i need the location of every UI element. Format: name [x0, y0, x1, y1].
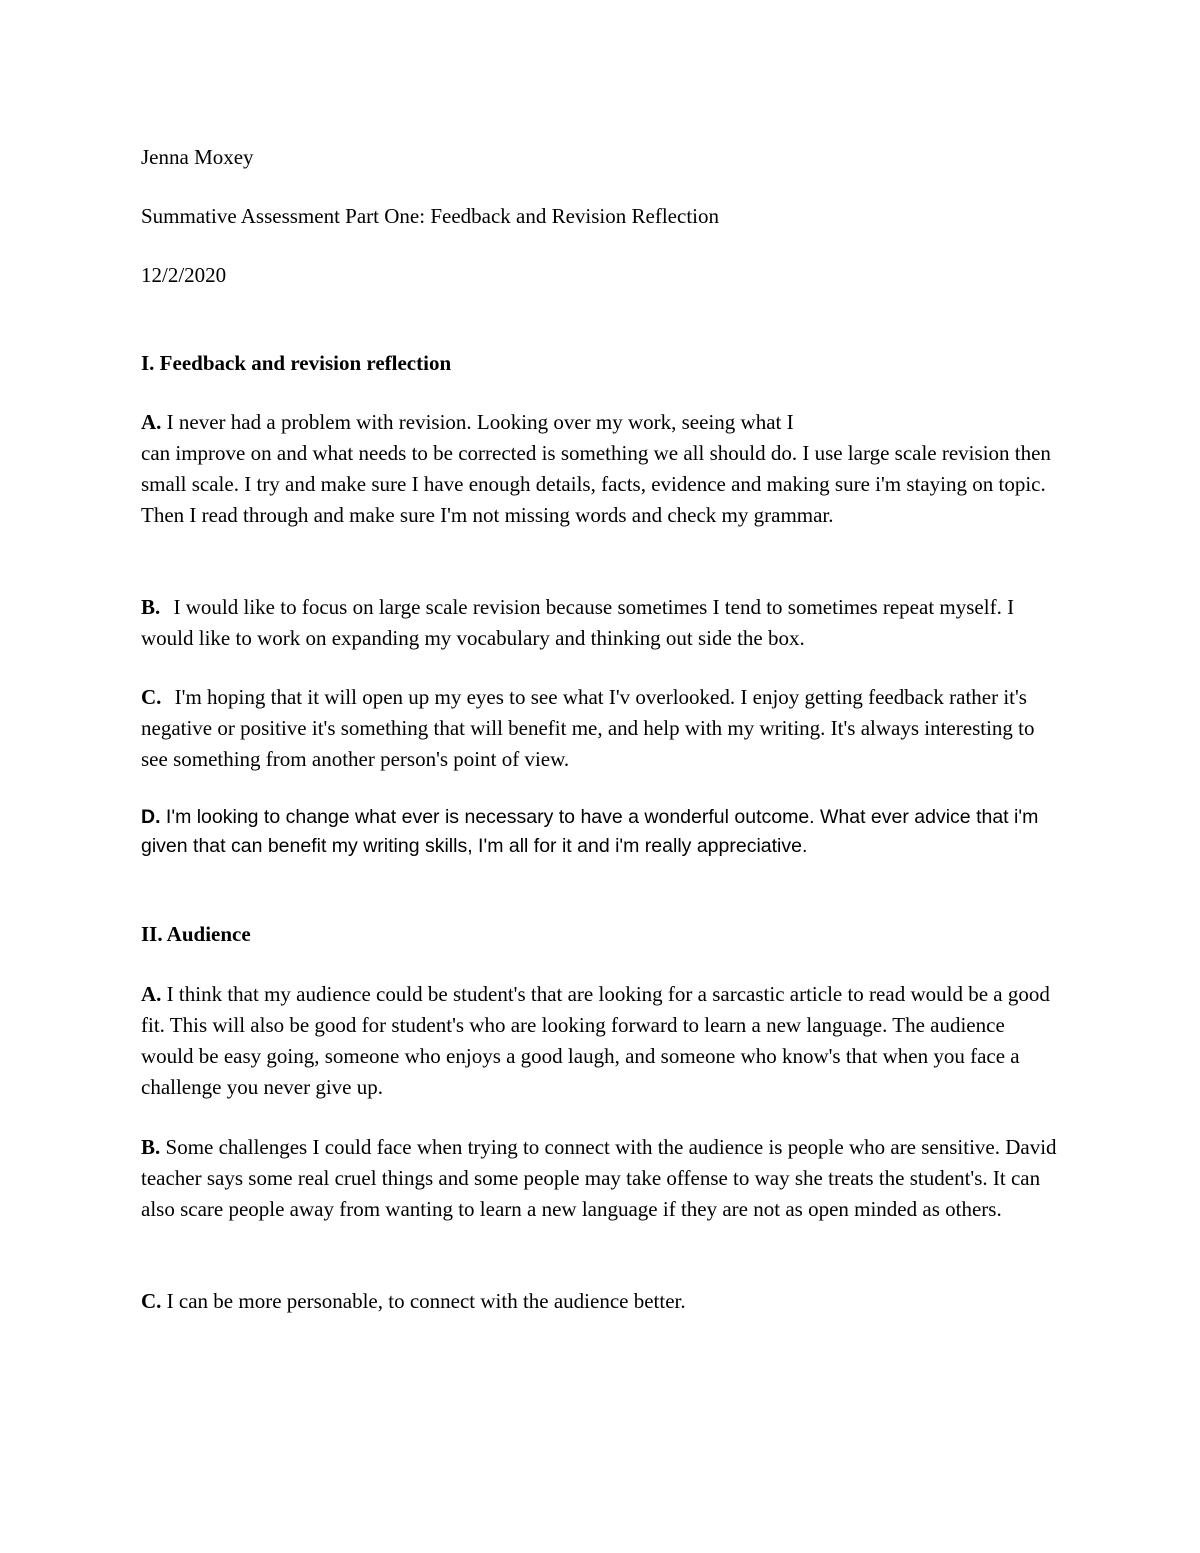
audience-item-c-label: C. [141, 1289, 162, 1313]
author-name: Jenna Moxey [141, 145, 254, 169]
audience-item-a-label: A. [141, 982, 162, 1006]
section-1-item-b [141, 592, 1061, 654]
section-1-item-a [141, 407, 1061, 531]
section-2-item-c [141, 1286, 1061, 1317]
item-a-text-line1: I never had a problem with revision. Looking over my work, seeing what I [166, 410, 794, 434]
section-1-item-c [141, 682, 1061, 775]
item-b-text: I would like to focus on large scale revision because sometimes I tend to sometimes repeat myself. I would like to work on expanding my vocabulary and thinking out side the box. [141, 595, 1015, 650]
item-d-label: D. [141, 806, 161, 828]
item-a-text: can improve on and what needs to be corrected is something we all should do. I use large scale revision then small scale. I try and make sure I have enough details, facts, evidence and making sure i'm staying on topic. Then I read through and make sure I'm not missing words and check my grammar. [141, 441, 1051, 527]
audience-item-a-text: I think that my audience could be student's that are looking for a sarcastic article to read would be a good fit. This will also be good for student's who are looking forward to learn a new language. The audience would be easy going, someone who enjoys a good laugh, and someone who know's that when you face a challenge you never give up. [141, 982, 1050, 1099]
section-2-item-a [141, 979, 1061, 1103]
item-b-label: B. [141, 595, 161, 619]
audience-item-b-label: B. [141, 1135, 161, 1159]
document-date: 12/2/2020 [141, 263, 227, 287]
audience-item-b-text: Some challenges I could face when trying to connect with the audience is people who are sensitive. David teacher says some real cruel things and some people may take offense to way she treats the student's. It can also scare people away from wanting to learn a new language if they are not as open minded as others. [141, 1135, 1057, 1221]
section-2-heading: II. Audience [141, 922, 251, 946]
item-c-text: I'm hoping that it will open up my eyes to see what I'v overlooked. I enjoy getting feedback rather it's negative or positive it's something that will benefit me, and help with my writing. It's always interesting to see something from another person's point of view. [141, 685, 1035, 771]
item-d-text: I'm looking to change what ever is necessary to have a wonderful outcome. What ever advice that i'm given that can benefit my writing skills, I'm all for it and i'm really appreciative. [141, 806, 1039, 857]
document-title: Summative Assessment Part One: Feedback and Revision Reflection [141, 204, 719, 228]
item-c-label: C. [141, 685, 162, 709]
section-1-item-d [141, 803, 1061, 861]
audience-item-c-text: I can be more personable, to connect with the audience better. [166, 1289, 686, 1313]
section-1-heading: I. Feedback and revision reflection [141, 351, 452, 375]
item-a-label: A. [141, 410, 162, 434]
section-2-item-b [141, 1132, 1061, 1225]
